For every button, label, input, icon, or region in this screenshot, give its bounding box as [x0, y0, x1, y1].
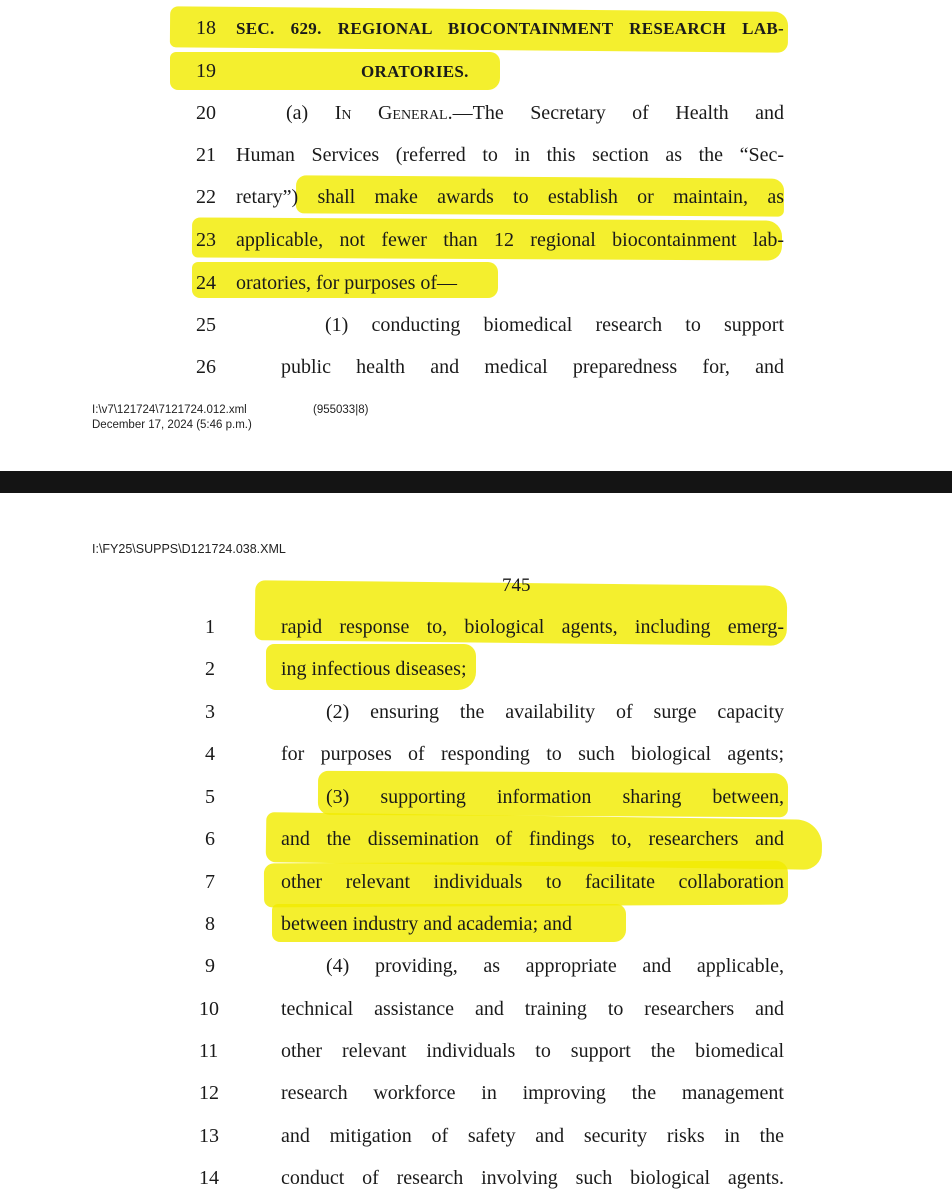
line-number: 8: [205, 913, 215, 935]
bill-text-line: Human Services (referred to in this section as the “Sec-: [236, 144, 784, 166]
bill-text-line: oratories, for purposes of—: [236, 272, 458, 294]
line-number: 9: [205, 955, 215, 977]
line-number: 20: [196, 102, 216, 124]
bill-text-line: and the dissemination of findings to, researchers and: [281, 828, 784, 850]
line-number: 18: [196, 17, 216, 39]
bill-text-line: ing infectious diseases;: [281, 658, 467, 680]
line-number: 4: [205, 743, 215, 765]
section-heading: SEC. 629. REGIONAL BIOCONTAINMENT RESEARCH LAB-: [236, 19, 784, 38]
line-number: 5: [205, 786, 215, 808]
line-number: 10: [199, 998, 219, 1020]
bill-text-line: (1) conducting biomedical research to support: [325, 314, 784, 336]
line-number: 1: [205, 616, 215, 638]
file-path: I:\FY25\SUPPS\D121724.038.XML: [92, 542, 286, 556]
page-number: 745: [502, 575, 531, 596]
page-divider: [0, 471, 952, 493]
line-number: 24: [196, 272, 216, 294]
bill-text-line: rapid response to, biological agents, including emerg-: [281, 616, 784, 638]
line-number: 13: [199, 1125, 219, 1147]
line-number: 14: [199, 1167, 219, 1189]
bill-text-line: public health and medical preparedness for, and: [281, 356, 784, 378]
bill-text-fragment: .—The Secretary of Health and: [447, 102, 784, 124]
timestamp: December 17, 2024 (5:46 p.m.): [92, 419, 252, 431]
bill-text-line: retary”) shall make awards to establish or maintain, as: [236, 186, 784, 208]
document-code: (955033|8): [313, 404, 369, 416]
bill-text-line: [286, 101, 784, 125]
bill-text-line: other relevant individuals to facilitate collaboration: [281, 871, 784, 893]
line-number: 7: [205, 871, 215, 893]
line-number: 23: [196, 229, 216, 251]
line-number: 25: [196, 314, 216, 336]
bill-text-line: research workforce in improving the management: [281, 1082, 784, 1104]
line-number: 19: [196, 60, 216, 82]
line-number: 2: [205, 658, 215, 680]
line-number: 6: [205, 828, 215, 850]
bill-text-line: (4) providing, as appropriate and applicable,: [326, 955, 784, 977]
bill-text-line: technical assistance and training to researchers and: [281, 998, 784, 1020]
bill-text-line: and mitigation of safety and security risks in the: [281, 1125, 784, 1147]
bill-text-line: applicable, not fewer than 12 regional biocontainment lab-: [236, 229, 784, 251]
line-number: 3: [205, 701, 215, 723]
bill-text-line: (2) ensuring the availability of surge capacity: [326, 701, 784, 723]
bill-text-line: other relevant individuals to support the biomedical: [281, 1040, 784, 1062]
bill-text-line: conduct of research involving such biological agents.: [281, 1167, 784, 1189]
line-number: 21: [196, 144, 216, 166]
line-number: 11: [199, 1040, 219, 1062]
bill-text-line: for purposes of responding to such biological agents;: [281, 743, 784, 765]
subsection-heading: In General: [334, 102, 448, 124]
line-number: 26: [196, 356, 216, 378]
subsection-marker: (a): [286, 102, 335, 124]
bill-text-line: (3) supporting information sharing between,: [326, 786, 784, 808]
line-number: 22: [196, 186, 216, 208]
file-path: I:\v7\121724\7121724.012.xml: [92, 404, 247, 416]
line-number: 12: [199, 1082, 219, 1104]
bill-text-line: between industry and academia; and: [281, 913, 572, 935]
section-heading-continued: ORATORIES.: [361, 62, 469, 81]
